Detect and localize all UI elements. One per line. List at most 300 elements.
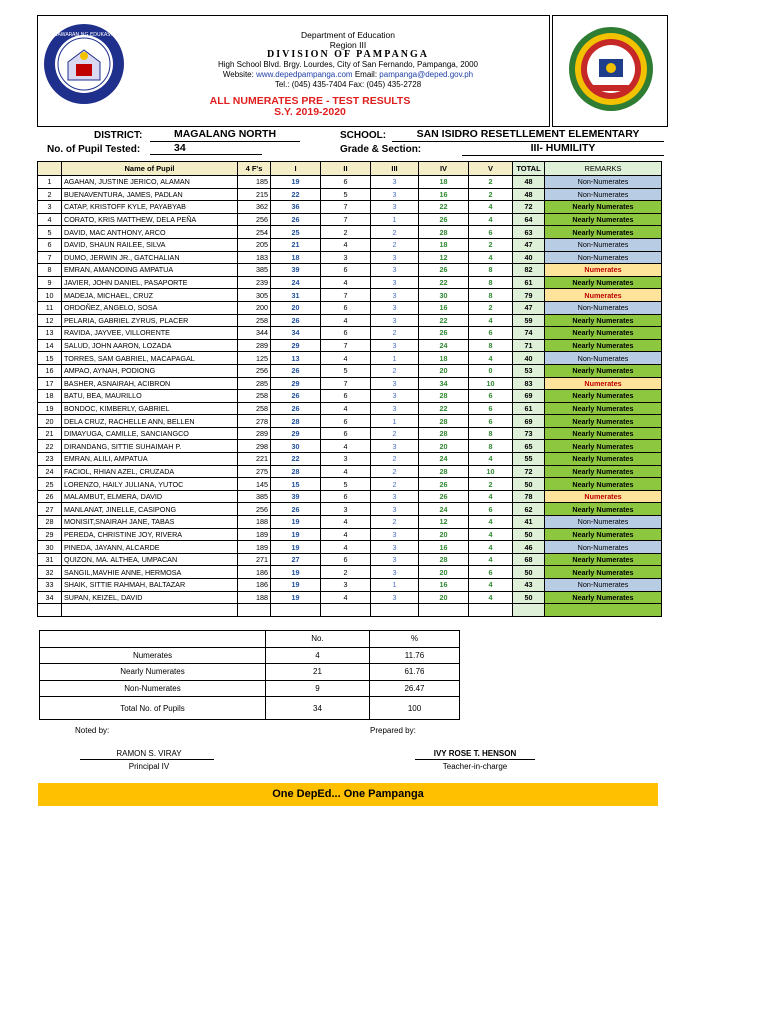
score-i: 28 bbox=[271, 415, 321, 428]
summary-row: Nearly Numerates 21 61.76 bbox=[40, 664, 460, 681]
school-label: SCHOOL: bbox=[340, 130, 387, 141]
score-iv: 26 bbox=[419, 327, 469, 340]
table-row bbox=[38, 427, 662, 440]
score-iii: 2 bbox=[371, 427, 419, 440]
table-row bbox=[38, 453, 662, 466]
summary-row: Numerates 4 11.76 bbox=[40, 647, 460, 664]
row-number: 16 bbox=[38, 364, 62, 377]
score-v: 4 bbox=[469, 553, 513, 566]
pupil-name: EMRAN, AMANODING AMPATUA bbox=[62, 264, 238, 277]
pupil-name: SANGIL,MAVHIE ANNE, HERMOSA bbox=[62, 566, 238, 579]
score-iii: 3 bbox=[371, 390, 419, 403]
score-iii: 3 bbox=[371, 176, 419, 189]
pupil-name: BUENAVENTURA, JAMES, PADLAN bbox=[62, 188, 238, 201]
remarks-badge: Nearly Numerates bbox=[545, 415, 662, 428]
score-iv: 18 bbox=[419, 352, 469, 365]
score-i: 26 bbox=[271, 503, 321, 516]
score-ii: 6 bbox=[321, 176, 371, 189]
pupil-name: EMRAN, ALILI, AMPATUA bbox=[62, 453, 238, 466]
score-4fs: 125 bbox=[238, 352, 271, 365]
email-link[interactable]: pampanga@deped.gov.ph bbox=[379, 70, 474, 79]
score-v: 10 bbox=[469, 377, 513, 390]
row-number: 5 bbox=[38, 226, 62, 239]
score-ii: 6 bbox=[321, 301, 371, 314]
row-number: 26 bbox=[38, 490, 62, 503]
score-v: 6 bbox=[469, 226, 513, 239]
row-number: 32 bbox=[38, 566, 62, 579]
score-i: 26 bbox=[271, 402, 321, 415]
score-iii: 3 bbox=[371, 289, 419, 302]
pupil-name: MADEJA, MICHAEL, CRUZ bbox=[62, 289, 238, 302]
score-4fs: 205 bbox=[238, 238, 271, 251]
table-row bbox=[38, 553, 662, 566]
score-total: 83 bbox=[513, 377, 545, 390]
score-ii: 7 bbox=[321, 339, 371, 352]
score-v: 8 bbox=[469, 440, 513, 453]
pupil-name: MONISIT,SNAIRAH JANE, TABAS bbox=[62, 516, 238, 529]
score-v: 2 bbox=[469, 188, 513, 201]
score-iv: 18 bbox=[419, 238, 469, 251]
score-i: 19 bbox=[271, 541, 321, 554]
col-no bbox=[38, 162, 62, 176]
col-total: TOTAL bbox=[513, 162, 545, 176]
score-ii: 5 bbox=[321, 478, 371, 491]
col-i: I bbox=[271, 162, 321, 176]
division-seal-icon bbox=[567, 25, 655, 113]
score-4fs: 385 bbox=[238, 264, 271, 277]
pupil-name: MANLANAT, JINELLE, CASIPONG bbox=[62, 503, 238, 516]
score-iii: 2 bbox=[371, 327, 419, 340]
score-4fs: 362 bbox=[238, 201, 271, 214]
score-total: 53 bbox=[513, 364, 545, 377]
score-total: 64 bbox=[513, 213, 545, 226]
score-iv: 24 bbox=[419, 339, 469, 352]
score-v: 4 bbox=[469, 352, 513, 365]
pupil-name: CORATO, KRIS MATTHEW, DELA PEÑA bbox=[62, 213, 238, 226]
pupil-name: BASHER, ASNAIRAH, ACIBRON bbox=[62, 377, 238, 390]
score-total: 69 bbox=[513, 415, 545, 428]
score-v: 4 bbox=[469, 579, 513, 592]
score-iii: 3 bbox=[371, 276, 419, 289]
score-4fs: 189 bbox=[238, 541, 271, 554]
score-i: 22 bbox=[271, 188, 321, 201]
dept-name: Department of Education bbox=[300, 30, 396, 40]
tested-value: 34 bbox=[150, 142, 262, 155]
table-row bbox=[38, 541, 662, 554]
score-ii: 7 bbox=[321, 377, 371, 390]
score-ii: 6 bbox=[321, 327, 371, 340]
table-row bbox=[38, 201, 662, 214]
results-table bbox=[37, 161, 662, 617]
row-number: 15 bbox=[38, 352, 62, 365]
score-i: 30 bbox=[271, 440, 321, 453]
prepared-title: Teacher-in-charge bbox=[442, 762, 508, 771]
row-number: 25 bbox=[38, 478, 62, 491]
score-ii: 3 bbox=[321, 579, 371, 592]
score-iii: 3 bbox=[371, 301, 419, 314]
pupil-name: FACIOL, RHIAN AZEL, CRUZADA bbox=[62, 465, 238, 478]
score-4fs: 200 bbox=[238, 301, 271, 314]
score-total: 65 bbox=[513, 440, 545, 453]
grade-value: III- HUMILITY bbox=[462, 142, 664, 156]
score-i: 19 bbox=[271, 591, 321, 604]
row-number: 4 bbox=[38, 213, 62, 226]
col-ii: II bbox=[321, 162, 371, 176]
summary-row: Non-Numerates 9 26.47 bbox=[40, 680, 460, 697]
score-i: 20 bbox=[271, 301, 321, 314]
score-ii: 4 bbox=[321, 528, 371, 541]
score-v: 2 bbox=[469, 238, 513, 251]
remarks-badge: Nearly Numerates bbox=[545, 339, 662, 352]
row-number: 11 bbox=[38, 301, 62, 314]
score-iii: 3 bbox=[371, 591, 419, 604]
remarks-badge: Nearly Numerates bbox=[545, 440, 662, 453]
score-iv: 28 bbox=[419, 226, 469, 239]
score-v: 8 bbox=[469, 289, 513, 302]
score-v: 10 bbox=[469, 465, 513, 478]
score-iv: 28 bbox=[419, 415, 469, 428]
score-ii: 7 bbox=[321, 201, 371, 214]
row-number: 28 bbox=[38, 516, 62, 529]
score-iv: 16 bbox=[419, 579, 469, 592]
score-i: 29 bbox=[271, 427, 321, 440]
score-iv: 28 bbox=[419, 390, 469, 403]
score-total: 73 bbox=[513, 427, 545, 440]
remarks-badge: Nearly Numerates bbox=[545, 528, 662, 541]
score-4fs: 185 bbox=[238, 176, 271, 189]
score-v: 4 bbox=[469, 490, 513, 503]
tested-label: No. of Pupil Tested: bbox=[47, 144, 141, 155]
score-iii: 2 bbox=[371, 516, 419, 529]
score-i: 22 bbox=[271, 453, 321, 466]
score-iv: 26 bbox=[419, 213, 469, 226]
row-number: 17 bbox=[38, 377, 62, 390]
score-total: 74 bbox=[513, 327, 545, 340]
pupil-name: SHAIK, SITTIE RAHMAH, BALTAZAR bbox=[62, 579, 238, 592]
summary-col-pct: % bbox=[370, 631, 460, 648]
score-iii: 3 bbox=[371, 314, 419, 327]
report-title: ALL NUMERATES PRE - TEST RESULTS S.Y. 2019-2020 bbox=[209, 95, 411, 118]
score-iii: 3 bbox=[371, 566, 419, 579]
row-number: 1 bbox=[38, 176, 62, 189]
remarks-badge: Nearly Numerates bbox=[545, 364, 662, 377]
score-ii: 4 bbox=[321, 238, 371, 251]
score-v: 2 bbox=[469, 176, 513, 189]
noted-by-label: Noted by: bbox=[75, 726, 110, 735]
address: High School Blvd. Brgy. Lourdes, City of San Fernando, Pampanga, 2000 bbox=[217, 60, 478, 69]
score-iii: 3 bbox=[371, 503, 419, 516]
score-total: 50 bbox=[513, 566, 545, 579]
score-ii: 6 bbox=[321, 427, 371, 440]
pupil-name: LORENZO, HAILY JULIANA, YUTOC bbox=[62, 478, 238, 491]
table-row bbox=[38, 251, 662, 264]
website-link[interactable]: www.depedpampanga.com bbox=[256, 70, 353, 79]
table-row bbox=[38, 176, 662, 189]
pupil-name: AMPAO, AYNAH, PODIONG bbox=[62, 364, 238, 377]
score-iii: 3 bbox=[371, 188, 419, 201]
score-total: 47 bbox=[513, 301, 545, 314]
score-ii: 4 bbox=[321, 402, 371, 415]
row-number: 8 bbox=[38, 264, 62, 277]
score-4fs: 298 bbox=[238, 440, 271, 453]
table-row bbox=[38, 377, 662, 390]
row-number: 13 bbox=[38, 327, 62, 340]
score-v: 6 bbox=[469, 390, 513, 403]
table-row bbox=[38, 415, 662, 428]
score-v: 4 bbox=[469, 541, 513, 554]
summary-col-no: No. bbox=[266, 631, 370, 648]
pupil-name: BONDOC, KIMBERLY, GABRIEL bbox=[62, 402, 238, 415]
score-4fs: 258 bbox=[238, 314, 271, 327]
score-4fs: 285 bbox=[238, 377, 271, 390]
score-total: 61 bbox=[513, 276, 545, 289]
score-iii: 1 bbox=[371, 415, 419, 428]
score-total: 59 bbox=[513, 314, 545, 327]
remarks-badge: Nearly Numerates bbox=[545, 201, 662, 214]
score-iv: 18 bbox=[419, 176, 469, 189]
score-v: 4 bbox=[469, 251, 513, 264]
score-iv: 16 bbox=[419, 301, 469, 314]
table-row-empty bbox=[38, 604, 662, 617]
table-row bbox=[38, 528, 662, 541]
score-4fs: 344 bbox=[238, 327, 271, 340]
table-row bbox=[38, 440, 662, 453]
pupil-name: JAVIER, JOHN DANIEL, PASAPORTE bbox=[62, 276, 238, 289]
row-number: 12 bbox=[38, 314, 62, 327]
score-iii: 3 bbox=[371, 553, 419, 566]
remarks-badge: Nearly Numerates bbox=[545, 213, 662, 226]
score-iii: 1 bbox=[371, 213, 419, 226]
score-iv: 30 bbox=[419, 289, 469, 302]
score-iii: 3 bbox=[371, 339, 419, 352]
pupil-name: PELARIA, GABRIEL ZYRUS, PLACER bbox=[62, 314, 238, 327]
score-total: 72 bbox=[513, 465, 545, 478]
score-total: 68 bbox=[513, 553, 545, 566]
pupil-name: PEREDA, CHRISTINE JOY, RIVERA bbox=[62, 528, 238, 541]
table-row bbox=[38, 188, 662, 201]
score-i: 26 bbox=[271, 364, 321, 377]
score-v: 4 bbox=[469, 213, 513, 226]
row-number: 33 bbox=[38, 579, 62, 592]
score-i: 27 bbox=[271, 553, 321, 566]
remarks-badge: Nearly Numerates bbox=[545, 478, 662, 491]
score-iv: 20 bbox=[419, 440, 469, 453]
score-i: 19 bbox=[271, 176, 321, 189]
district-label: DISTRICT: bbox=[94, 130, 143, 141]
table-row bbox=[38, 264, 662, 277]
contact-line: Website: www.depedpampanga.com Email: pampanga@deped.gov.ph bbox=[222, 70, 474, 79]
score-4fs: 183 bbox=[238, 251, 271, 264]
grade-label: Grade & Section: bbox=[340, 144, 422, 155]
pupil-name: DIRANDANG, SITTIE SUHAIMAH P. bbox=[62, 440, 238, 453]
score-i: 39 bbox=[271, 264, 321, 277]
score-ii: 6 bbox=[321, 264, 371, 277]
score-iii: 3 bbox=[371, 440, 419, 453]
score-4fs: 256 bbox=[238, 213, 271, 226]
score-total: 40 bbox=[513, 352, 545, 365]
row-number: 18 bbox=[38, 390, 62, 403]
pupil-name: DIMAYUGA, CAMILLE, SANCIANGCO bbox=[62, 427, 238, 440]
score-total: 79 bbox=[513, 289, 545, 302]
score-total: 48 bbox=[513, 176, 545, 189]
score-ii: 4 bbox=[321, 516, 371, 529]
row-number: 14 bbox=[38, 339, 62, 352]
school-value: SAN ISIDRO RESETLLEMENT ELEMENTARY bbox=[392, 128, 664, 142]
score-total: 62 bbox=[513, 503, 545, 516]
summary-table bbox=[39, 630, 460, 720]
score-v: 6 bbox=[469, 566, 513, 579]
score-total: 48 bbox=[513, 188, 545, 201]
score-i: 19 bbox=[271, 528, 321, 541]
pupil-name: TORRES, SAM GABRIEL, MACAPAGAL bbox=[62, 352, 238, 365]
score-total: 63 bbox=[513, 226, 545, 239]
pupil-name: SALUD, JOHN AARON, LOZADA bbox=[62, 339, 238, 352]
score-ii: 4 bbox=[321, 465, 371, 478]
score-v: 8 bbox=[469, 264, 513, 277]
score-total: 72 bbox=[513, 201, 545, 214]
score-iv: 20 bbox=[419, 566, 469, 579]
remarks-badge: Nearly Numerates bbox=[545, 427, 662, 440]
score-v: 4 bbox=[469, 201, 513, 214]
score-iv: 20 bbox=[419, 364, 469, 377]
score-4fs: 275 bbox=[238, 465, 271, 478]
remarks-badge: Nearly Numerates bbox=[545, 226, 662, 239]
pupil-name: AGAHAN, JUSTINE JERICO, ALAMAN bbox=[62, 176, 238, 189]
col-4fs: 4 F's bbox=[238, 162, 271, 176]
row-number: 19 bbox=[38, 402, 62, 415]
score-total: 61 bbox=[513, 402, 545, 415]
score-4fs: 256 bbox=[238, 364, 271, 377]
deped-seal-icon bbox=[42, 22, 126, 106]
region: Region III bbox=[329, 40, 367, 50]
remarks-badge: Non-Numerates bbox=[545, 251, 662, 264]
score-iii: 3 bbox=[371, 264, 419, 277]
remarks-badge: Non-Numerates bbox=[545, 238, 662, 251]
score-i: 34 bbox=[271, 327, 321, 340]
score-iii: 3 bbox=[371, 377, 419, 390]
row-number: 22 bbox=[38, 440, 62, 453]
score-v: 4 bbox=[469, 591, 513, 604]
score-v: 6 bbox=[469, 503, 513, 516]
score-4fs: 189 bbox=[238, 528, 271, 541]
remarks-badge: Nearly Numerates bbox=[545, 566, 662, 579]
table-row bbox=[38, 591, 662, 604]
score-iv: 22 bbox=[419, 314, 469, 327]
score-i: 25 bbox=[271, 226, 321, 239]
score-iv: 26 bbox=[419, 478, 469, 491]
score-i: 19 bbox=[271, 579, 321, 592]
pupil-name: QUIZON, MA. ALTHEA, UMPACAN bbox=[62, 553, 238, 566]
score-iii: 3 bbox=[371, 251, 419, 264]
score-ii: 2 bbox=[321, 226, 371, 239]
pupil-name: PINEDA, JAYANN, ALCARDE bbox=[62, 541, 238, 554]
table-row bbox=[38, 478, 662, 491]
score-iii: 3 bbox=[371, 402, 419, 415]
row-number: 7 bbox=[38, 251, 62, 264]
score-iv: 26 bbox=[419, 264, 469, 277]
score-total: 82 bbox=[513, 264, 545, 277]
table-row bbox=[38, 465, 662, 478]
row-number: 27 bbox=[38, 503, 62, 516]
remarks-badge: Non-Numerates bbox=[545, 579, 662, 592]
score-iii: 2 bbox=[371, 364, 419, 377]
table-row bbox=[38, 503, 662, 516]
score-iii: 2 bbox=[371, 226, 419, 239]
remarks-badge: Nearly Numerates bbox=[545, 591, 662, 604]
score-iv: 20 bbox=[419, 528, 469, 541]
row-number: 10 bbox=[38, 289, 62, 302]
score-total: 43 bbox=[513, 579, 545, 592]
score-iv: 16 bbox=[419, 541, 469, 554]
noted-signature-line bbox=[80, 759, 214, 760]
score-4fs: 289 bbox=[238, 427, 271, 440]
score-i: 26 bbox=[271, 390, 321, 403]
district-value: MAGALANG NORTH bbox=[150, 128, 300, 142]
score-i: 19 bbox=[271, 516, 321, 529]
remarks-badge: Nearly Numerates bbox=[545, 503, 662, 516]
score-v: 6 bbox=[469, 402, 513, 415]
score-4fs: 289 bbox=[238, 339, 271, 352]
row-number: 20 bbox=[38, 415, 62, 428]
score-iii: 3 bbox=[371, 541, 419, 554]
score-4fs: 258 bbox=[238, 402, 271, 415]
score-total: 40 bbox=[513, 251, 545, 264]
score-iii: 2 bbox=[371, 478, 419, 491]
row-number: 34 bbox=[38, 591, 62, 604]
table-row bbox=[38, 238, 662, 251]
score-4fs: 145 bbox=[238, 478, 271, 491]
score-4fs: 188 bbox=[238, 516, 271, 529]
table-header bbox=[38, 162, 662, 176]
remarks-badge: Numerates bbox=[545, 289, 662, 302]
row-number: 6 bbox=[38, 238, 62, 251]
pupil-name: SUPAN, KEIZEL, DAVID bbox=[62, 591, 238, 604]
score-total: 69 bbox=[513, 390, 545, 403]
table-row bbox=[38, 314, 662, 327]
remarks-badge: Non-Numerates bbox=[545, 188, 662, 201]
row-number: 24 bbox=[38, 465, 62, 478]
score-iv: 34 bbox=[419, 377, 469, 390]
col-iii: III bbox=[371, 162, 419, 176]
score-v: 8 bbox=[469, 339, 513, 352]
row-number: 21 bbox=[38, 427, 62, 440]
table-row bbox=[38, 352, 662, 365]
col-iv: IV bbox=[419, 162, 469, 176]
division-name: DIVISION OF PAMPANGA bbox=[266, 49, 430, 60]
score-iii: 3 bbox=[371, 201, 419, 214]
remarks-badge: Non-Numerates bbox=[545, 541, 662, 554]
score-ii: 6 bbox=[321, 390, 371, 403]
table-row bbox=[38, 276, 662, 289]
summary-header bbox=[40, 631, 460, 648]
score-iv: 12 bbox=[419, 251, 469, 264]
remarks-badge: Nearly Numerates bbox=[545, 453, 662, 466]
row-number: 31 bbox=[38, 553, 62, 566]
score-iv: 16 bbox=[419, 188, 469, 201]
remarks-badge: Non-Numerates bbox=[545, 301, 662, 314]
score-total: 47 bbox=[513, 238, 545, 251]
score-4fs: 186 bbox=[238, 579, 271, 592]
table-row bbox=[38, 402, 662, 415]
score-iv: 28 bbox=[419, 553, 469, 566]
remarks-badge: Nearly Numerates bbox=[545, 327, 662, 340]
score-ii: 4 bbox=[321, 352, 371, 365]
pupil-name: DAVID, SHAUN RAILEE, SILVA bbox=[62, 238, 238, 251]
pupil-name: DUMO, JERWIN JR., GATCHALIAN bbox=[62, 251, 238, 264]
table-row bbox=[38, 364, 662, 377]
score-4fs: 258 bbox=[238, 390, 271, 403]
row-number: 29 bbox=[38, 528, 62, 541]
